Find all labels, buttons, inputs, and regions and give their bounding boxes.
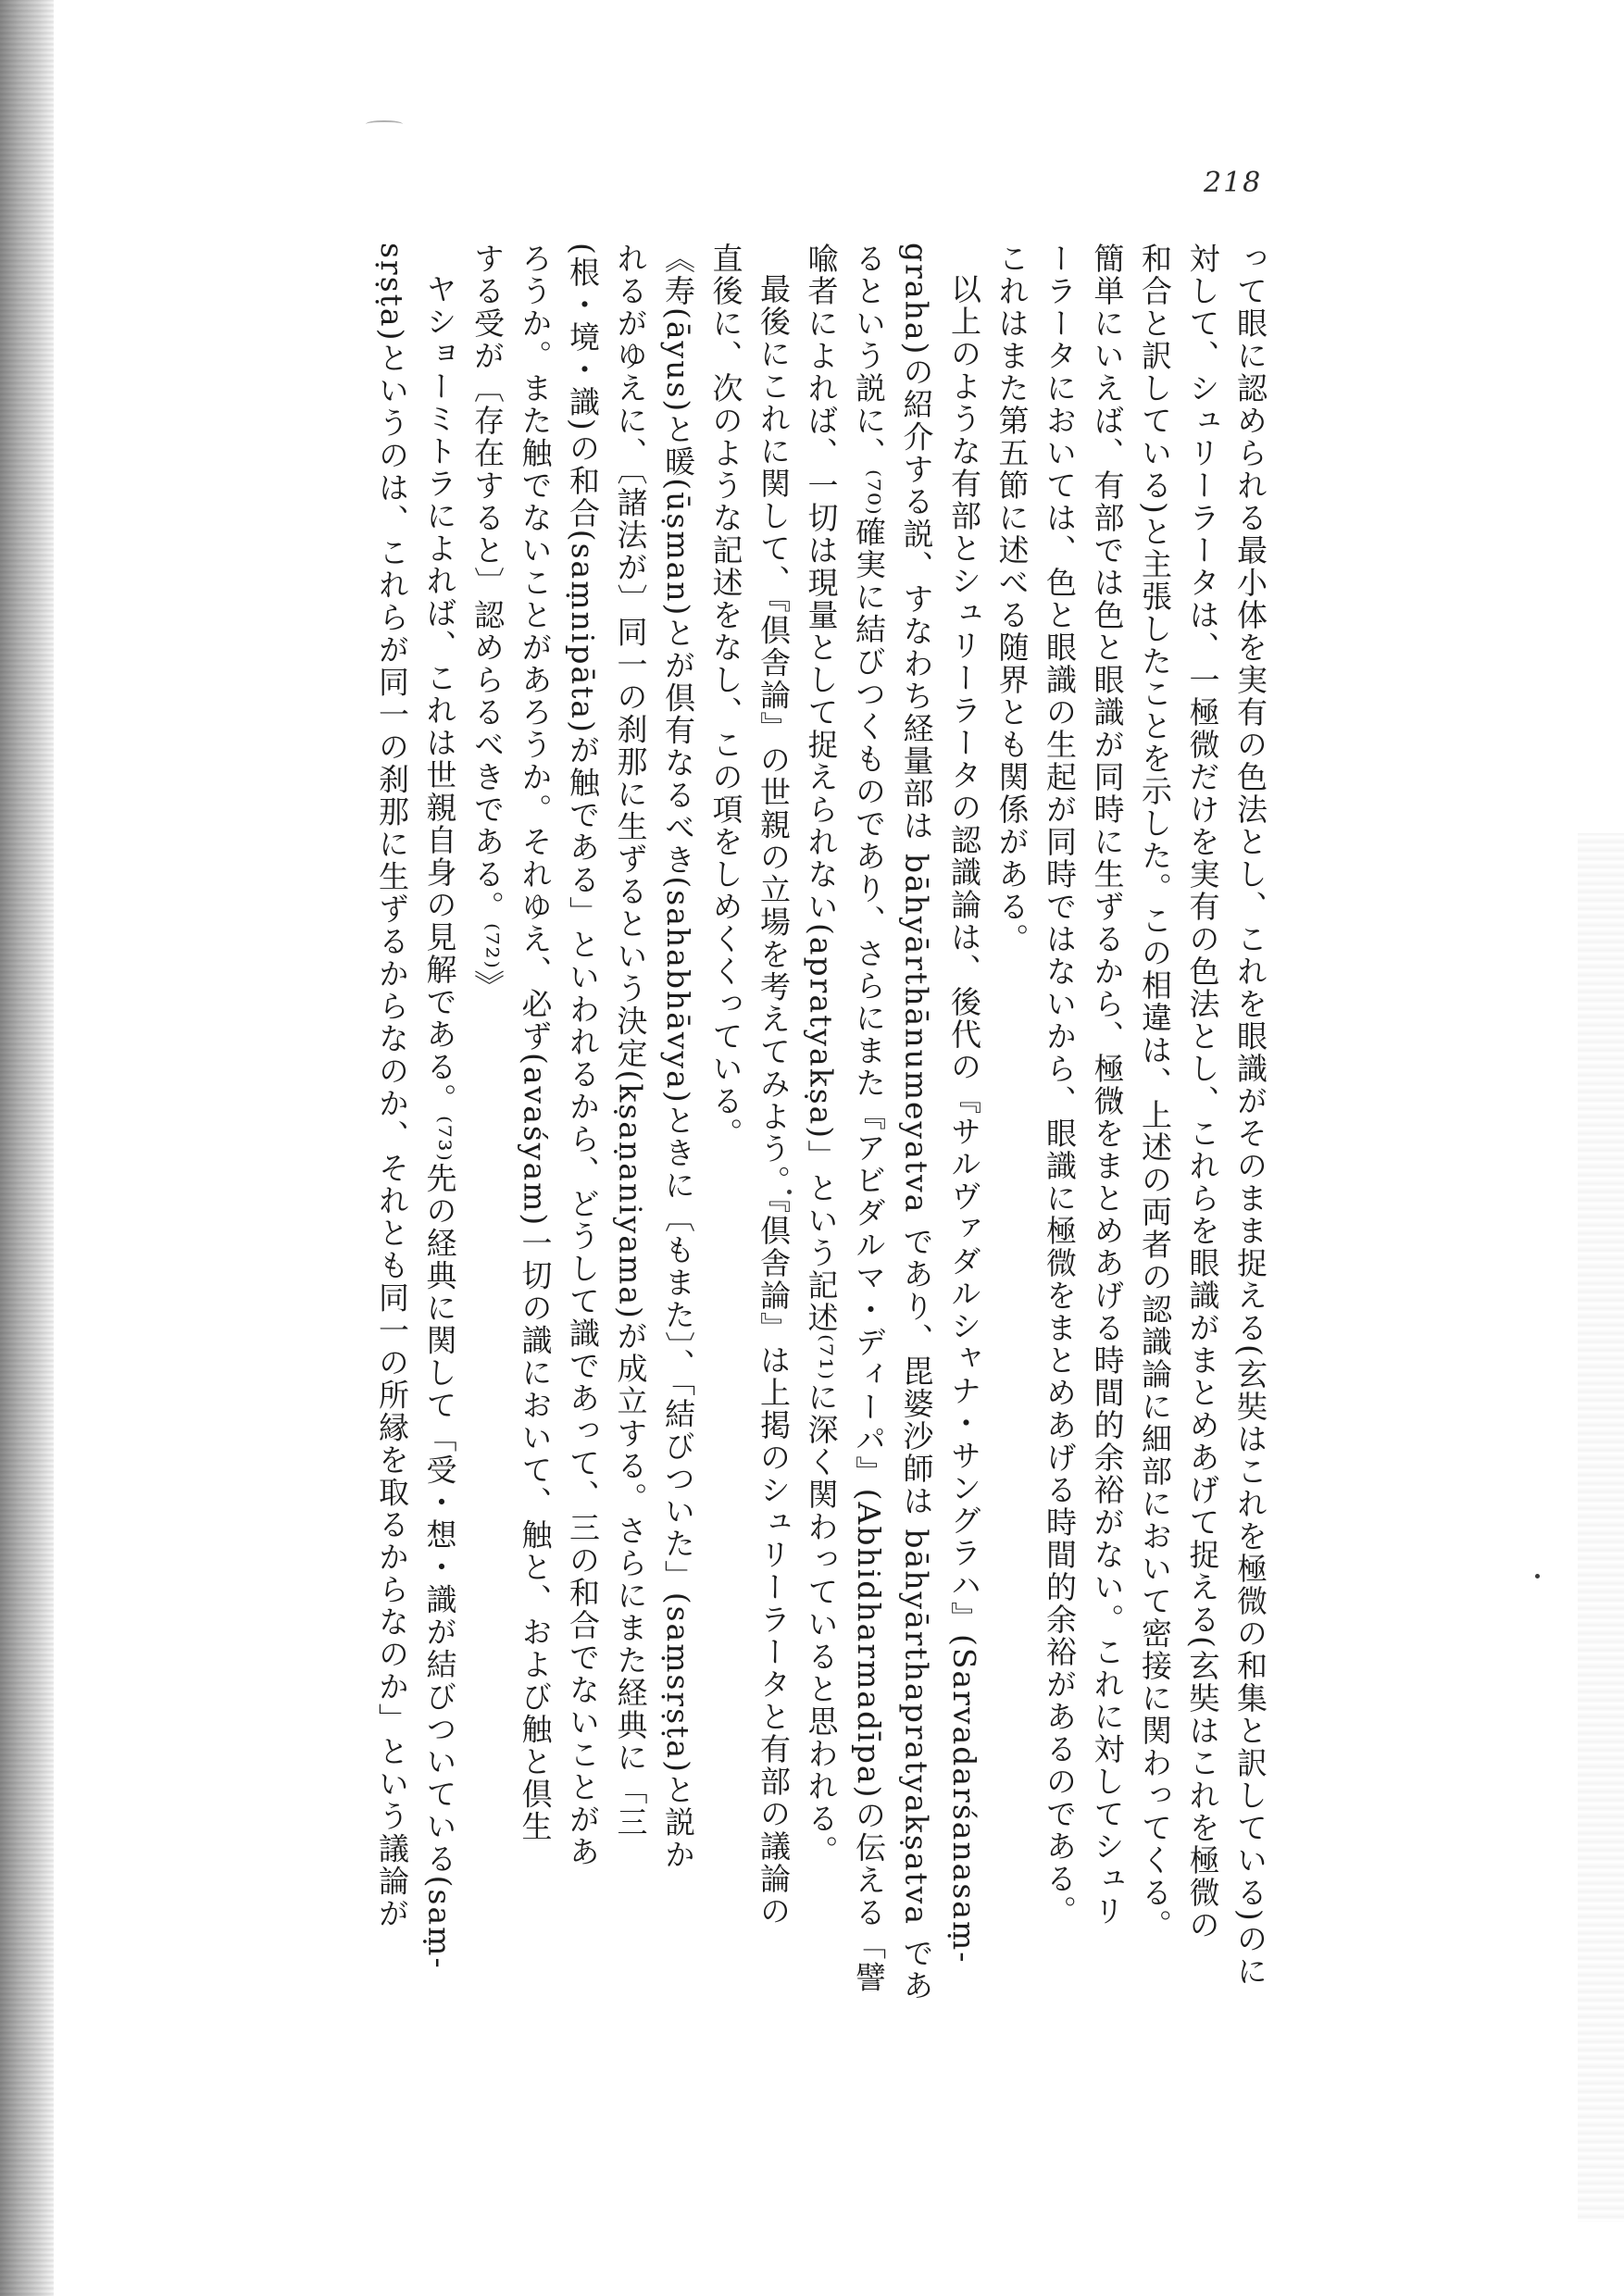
page-number: 218: [1204, 167, 1263, 199]
scan-speck: [1535, 1574, 1540, 1578]
paragraph-start-line: 以上のような有部とシュリーラータの認識論は、後代の『サルヴァダルシャナ・サングラハ』(Sarvadarśanasaṃ-: [946, 273, 982, 1965]
text-line: graha)の紹介する説、すなわち経量部は bāhyārthānumeyatva であり、毘婆沙師は bāhyārthapratyakṣatva であ: [898, 243, 935, 2003]
text-line: 対して、シュリーラータは、一極微だけを実有の色法とし、これらを眼識がまとめあげて捉える(玄奘はこれを極微の: [1184, 243, 1221, 1941]
text-line: 和合と訳している)と主張したことを示した。この相違は、上述の両者の認識論に細部において密接に関わってくる。: [1137, 243, 1173, 1941]
text-line: 簡単にいえば、有部では色と眼識が同時に生ずるから、極微をまとめあげる時間的余裕がない。これに対してシュリ: [1089, 243, 1126, 1928]
quote-line: (根・境・識)の和合(saṃnipāta)が触である」といわれるから、どうして識であって、三の和合でないことがあ: [565, 243, 601, 1868]
quote-line: ろうか。また触でないことがあろうか。それゆえ、必ず(avaśyam)一切の識において、触と、および触と倶生: [517, 243, 554, 1843]
text-line: って眼に認められる最小体を実有の色法とし、これを眼識がそのまま捉える(玄奘はこれを極微の和集と訳している)のに: [1232, 243, 1268, 1988]
scan-smudge: [366, 120, 403, 128]
quote-line: する受が〔存在すると〕認めらるべきである。⁽⁷²⁾》: [469, 243, 506, 1003]
text-line: 直後に、次のような記述をなし、この項をしめくくっている。: [707, 243, 744, 1150]
paragraph-start-line: ヤショーミトラによれば、これは世親自身の見解である。⁽⁷³⁾先の経典に関して「受・想・識が結びついている(saṃ-: [421, 273, 458, 1970]
text-line: sṛṣṭa)というのは、これらが同一の刹那に生ずるからなのか、それとも同一の所縁を取るからなのか」という議論が: [374, 243, 410, 1930]
text-line: るという説に、⁽⁷⁰⁾確実に結びつくものであり、さらにまた『アビダルマ・ディーパ』(Abhidharmadīpa)の伝える「譬: [851, 243, 887, 1994]
quote-line: 《寿(āyus)と暖(ūṣman)とが倶有なるべき(sahabhāvya)ときに〔もまた〕、「結びついた」(saṃsṛṣṭa)と説か: [660, 243, 696, 1871]
text-line: 喩者によれば、一切は現量として捉えられない(apratyakṣa)」という記述⁽⁷¹⁾に深く関わっていると思われる。: [803, 243, 840, 1867]
scan-edge-noise: [1578, 833, 1624, 2222]
text-line: ーラータにおいては、色と眼識の生起が同時ではないから、眼識に極微をまとめあげる時間的余裕があるのである。: [1042, 243, 1078, 1928]
text-line: これはまた第五節に述べる随界とも関係がある。: [993, 243, 1031, 955]
paragraph-start-line: 最後にこれに関して、『倶舎論』の世親の立場を考えてみよう。『倶舎論』は上掲のシュリーラータと有部の議論の: [756, 273, 792, 1928]
binding-shadow: [0, 0, 54, 2296]
body-text: [369, 243, 1275, 2048]
quote-line: れるがゆえに、〔諸法が〕同一の刹那に生ずるという決定(kṣaṇaniyama)が成立する。さらにまた経典に「三: [612, 243, 649, 1839]
